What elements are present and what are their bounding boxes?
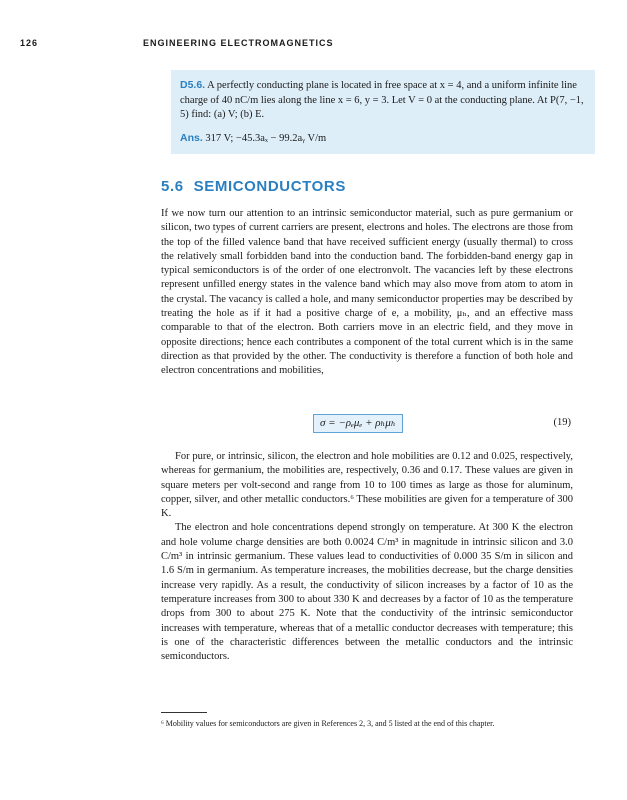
- paragraph-group: [161, 450, 573, 664]
- paragraph-intro: [161, 207, 573, 379]
- drill-problem-text: A perfectly conducting plane is located in free space at x = 4, and a uniform infinite line charge of 40 nC/m lies along the line x = 6, y = 3. Let V = 0 at the conducting plane. At P(7, −1, 5) find: (a) V; (b) E.: [180, 80, 584, 120]
- running-title: ENGINEERING ELECTROMAGNETICS: [143, 38, 334, 48]
- running-header: [20, 38, 580, 48]
- answer-label: Ans.: [180, 131, 203, 144]
- paragraph-2: For pure, or intrinsic, silicon, the electron and hole mobilities are 0.12 and 0.025, respectively, whereas for germanium, the mobilities are, respectively, 0.36 and 0.17. These values are given in square meters per volt-second and range from 10 to 100 times as large as those for aluminum, copper, silver, and other metallic conductors.⁶ These mobilities are given for a temperature of 300 K.: [161, 451, 573, 520]
- equation-box: σ = −ρₑμₑ + ρₕμₕ: [313, 414, 403, 433]
- drill-label: D5.6.: [180, 79, 206, 91]
- section-title: SEMICONDUCTORS: [193, 178, 346, 195]
- footnote: ⁶ Mobility values for semiconductors are given in References 2, 3, and 5 listed at the end of this chapter.: [161, 719, 495, 728]
- drill-answer: [180, 131, 586, 147]
- equation-row: [161, 414, 573, 432]
- drill-problem: [180, 78, 586, 123]
- paragraph-3: The electron and hole concentrations depend strongly on temperature. At 300 K the electron and hole volume charge densities are both 0.0024 C/m³ in magnitude in intrinsic silicon and 3.0 C/m³ in intrinsic germanium. These values lead to conductivities of 0.000 35 S/m in silicon and 1.6 S/m in germanium. As temperature increases, the mobilities decrease, but the charge densities increase very rapidly. As a result, the conductivity of silicon increases by a factor of 10 as the temperature increases from 300 to about 330 K and decreases by a factor of 10 as the temperature drops from 300 to about 275 K. Note that the conductivity of the intrinsic semiconductor increases with temperature, whereas that of a metallic conductor decreases with temperature; this is one of the characteristic differences between the metallic conductors and the intrinsic semiconductors.: [161, 522, 573, 663]
- page-number: 126: [20, 38, 39, 48]
- equation-number: (19): [553, 417, 571, 428]
- paragraph-1: If we now turn our attention to an intrinsic semiconductor material, such as pure germanium or silicon, two types of current carriers are present, electrons and holes. The electrons are those from the top of the filled valence band that have received sufficient energy (usually thermal) to cross the relatively small forbidden band into the conduction band. The forbidden-band energy gap in typical semiconductors is of the order of one electronvolt. The vacancies left by these electrons represent unfilled energy states in the valence band which may also move from atom to atom in the crystal. The vacancy is called a hole, and many semiconductor properties may be described by treating the hole as if it had a positive charge of e, a mobility, μₕ, and an effective mass comparable to that of the electron. Both carriers move in an electric field, and they move in opposite directions; hence each contributes a component of the total current which is in the same direction as that provided by the other. The conductivity is therefore a function of both hole and electron concentrations and mobilities,: [161, 208, 573, 377]
- footnote-rule: [161, 712, 207, 713]
- section-heading: [161, 178, 346, 195]
- section-number: 5.6: [161, 178, 184, 195]
- drill-problem-box: [171, 70, 595, 154]
- answer-text: 317 V; −45.3aₓ − 99.2aᵧ V/m: [205, 132, 327, 144]
